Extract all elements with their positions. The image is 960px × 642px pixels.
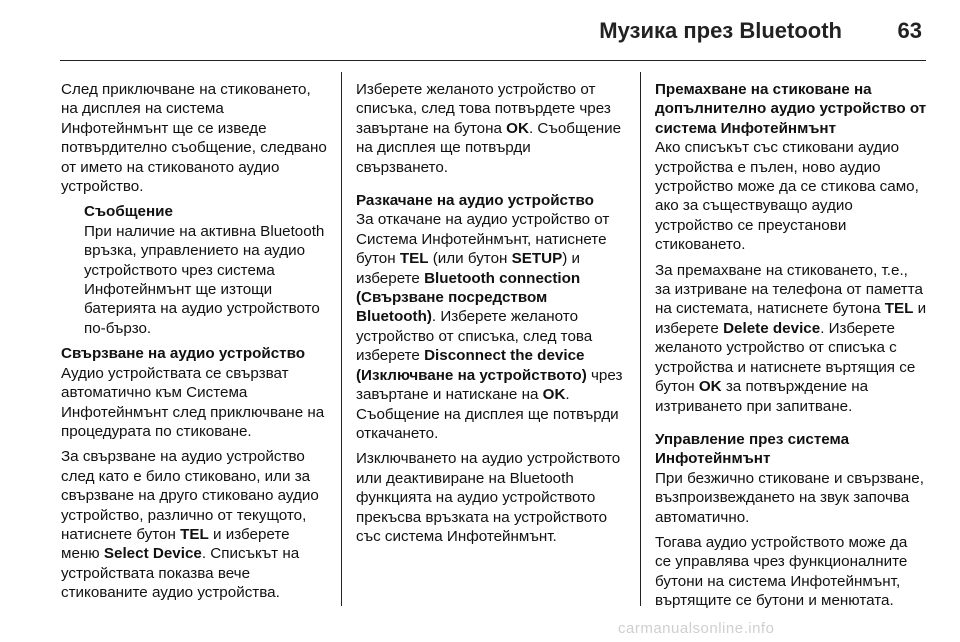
header-rule: [60, 60, 926, 61]
column-1: [61, 80, 331, 609]
ok-key: OK: [542, 386, 566, 404]
paragraph: Ако списъкът със стиковани аудио устройства е пълен, ново аудио устройство може да се стикова само, ако за съществуващо аудио устройство се преустанови стиковането.: [655, 139, 919, 254]
note-box: [61, 202, 331, 338]
paragraph: За премахване на стиковането, т.е., за изтриване на телефона от паметта на системата, натиснете бутона TEL и изберете Delete device. Изберете желаното устройство от списъка с устройства и натиснете въртящия се бутон OK за потвърждение на изтриването при запитване.: [655, 261, 927, 415]
section-heading: Свързване на аудио устройство: [61, 345, 306, 363]
column-divider-1: [341, 72, 342, 606]
setup-key: SETUP: [511, 250, 563, 268]
menu-bluetooth-connection: Bluetooth connection (Свързване посредством Bluetooth): [356, 269, 581, 326]
paragraph: При безжично стиковане и свързване, възпроизвеждането на звук започва автоматично.: [655, 469, 924, 526]
menu-disconnect-device: Disconnect the device (Изключване на устройството): [356, 347, 587, 384]
menu-select-device: Select Device: [103, 545, 202, 563]
column-divider-2: [640, 72, 641, 606]
paragraph: Изберете желаното устройство от списъка, след това потвърдете чрез завъртане на бутона OK. Съобщение на дисплея ще потвърди свързването.: [356, 81, 622, 176]
ok-key: OK: [506, 119, 529, 137]
tel-key: TEL: [399, 250, 429, 268]
page-header: [0, 0, 960, 58]
page-title: Музика през Bluetooth: [599, 18, 842, 43]
watermark: carmanualsonline.info: [618, 620, 775, 637]
menu-delete-device: Delete device: [723, 319, 821, 337]
section-heading: Премахване на стиковане на допълнително аудио устройство от система Инфотейнмънт: [655, 81, 927, 137]
paragraph: Аудио устройствата се свързват автоматично към Система Инфотейнмънт след приключване на процедурата по стиковане.: [61, 364, 325, 440]
section-heading: Управление през система Инфотейнмънт: [655, 430, 850, 468]
tel-key: TEL: [180, 525, 209, 543]
column-2: [356, 80, 626, 552]
column-3: [655, 80, 927, 617]
note-title: Съобщение: [84, 203, 173, 221]
page-number: 63: [897, 18, 922, 43]
paragraph: След приключване на стиковането, на дисплея на система Инфотейнмънт ще се изведе потвърдително съобщение, следвано от името на стикованото аудио устройство.: [61, 81, 327, 196]
paragraph: За откачане на аудио устройство от Система Инфотейнмънт, натиснете бутон TEL (или бутон SETUP) и изберете Bluetooth connection (Свързване посредством Bluetooth). Изберете желаното устройство от списъка, след това изберете Disconnect the device (Изключване на устройството) чрез завъртане и натискане на OK. Съобщение на дисплея ще потвърди откачането.: [356, 211, 623, 442]
ok-key: OK: [698, 378, 722, 396]
note-text: При наличие на активна Bluetooth връзка, управлението на аудио устройството чрез система Инфотейнмънт ще изтощи батерията на аудио устройството по-бързо.: [84, 222, 325, 337]
paragraph: За свързване на аудио устройство след като е било стиковано, или за свързване на друго стиковано аудио устройство, различно от текущото, натиснете бутон TEL и изберете меню Select Device. Списъкът на устройствата показва вече стикованите аудио устройства.: [61, 448, 319, 602]
paragraph: Тогава аудио устройството може да се управлява чрез функционалните бутони на система Инфотейнмънт, въртящите се бутони и менютата.: [655, 533, 908, 610]
paragraph: Изключването на аудио устройството или деактивиране на Bluetooth функцията на аудио устройството прекъсва връзката на устройството със система Инфотейнмънт.: [356, 450, 621, 545]
section-heading: Разкачане на аудио устройство: [356, 192, 594, 210]
tel-key: TEL: [884, 300, 914, 318]
